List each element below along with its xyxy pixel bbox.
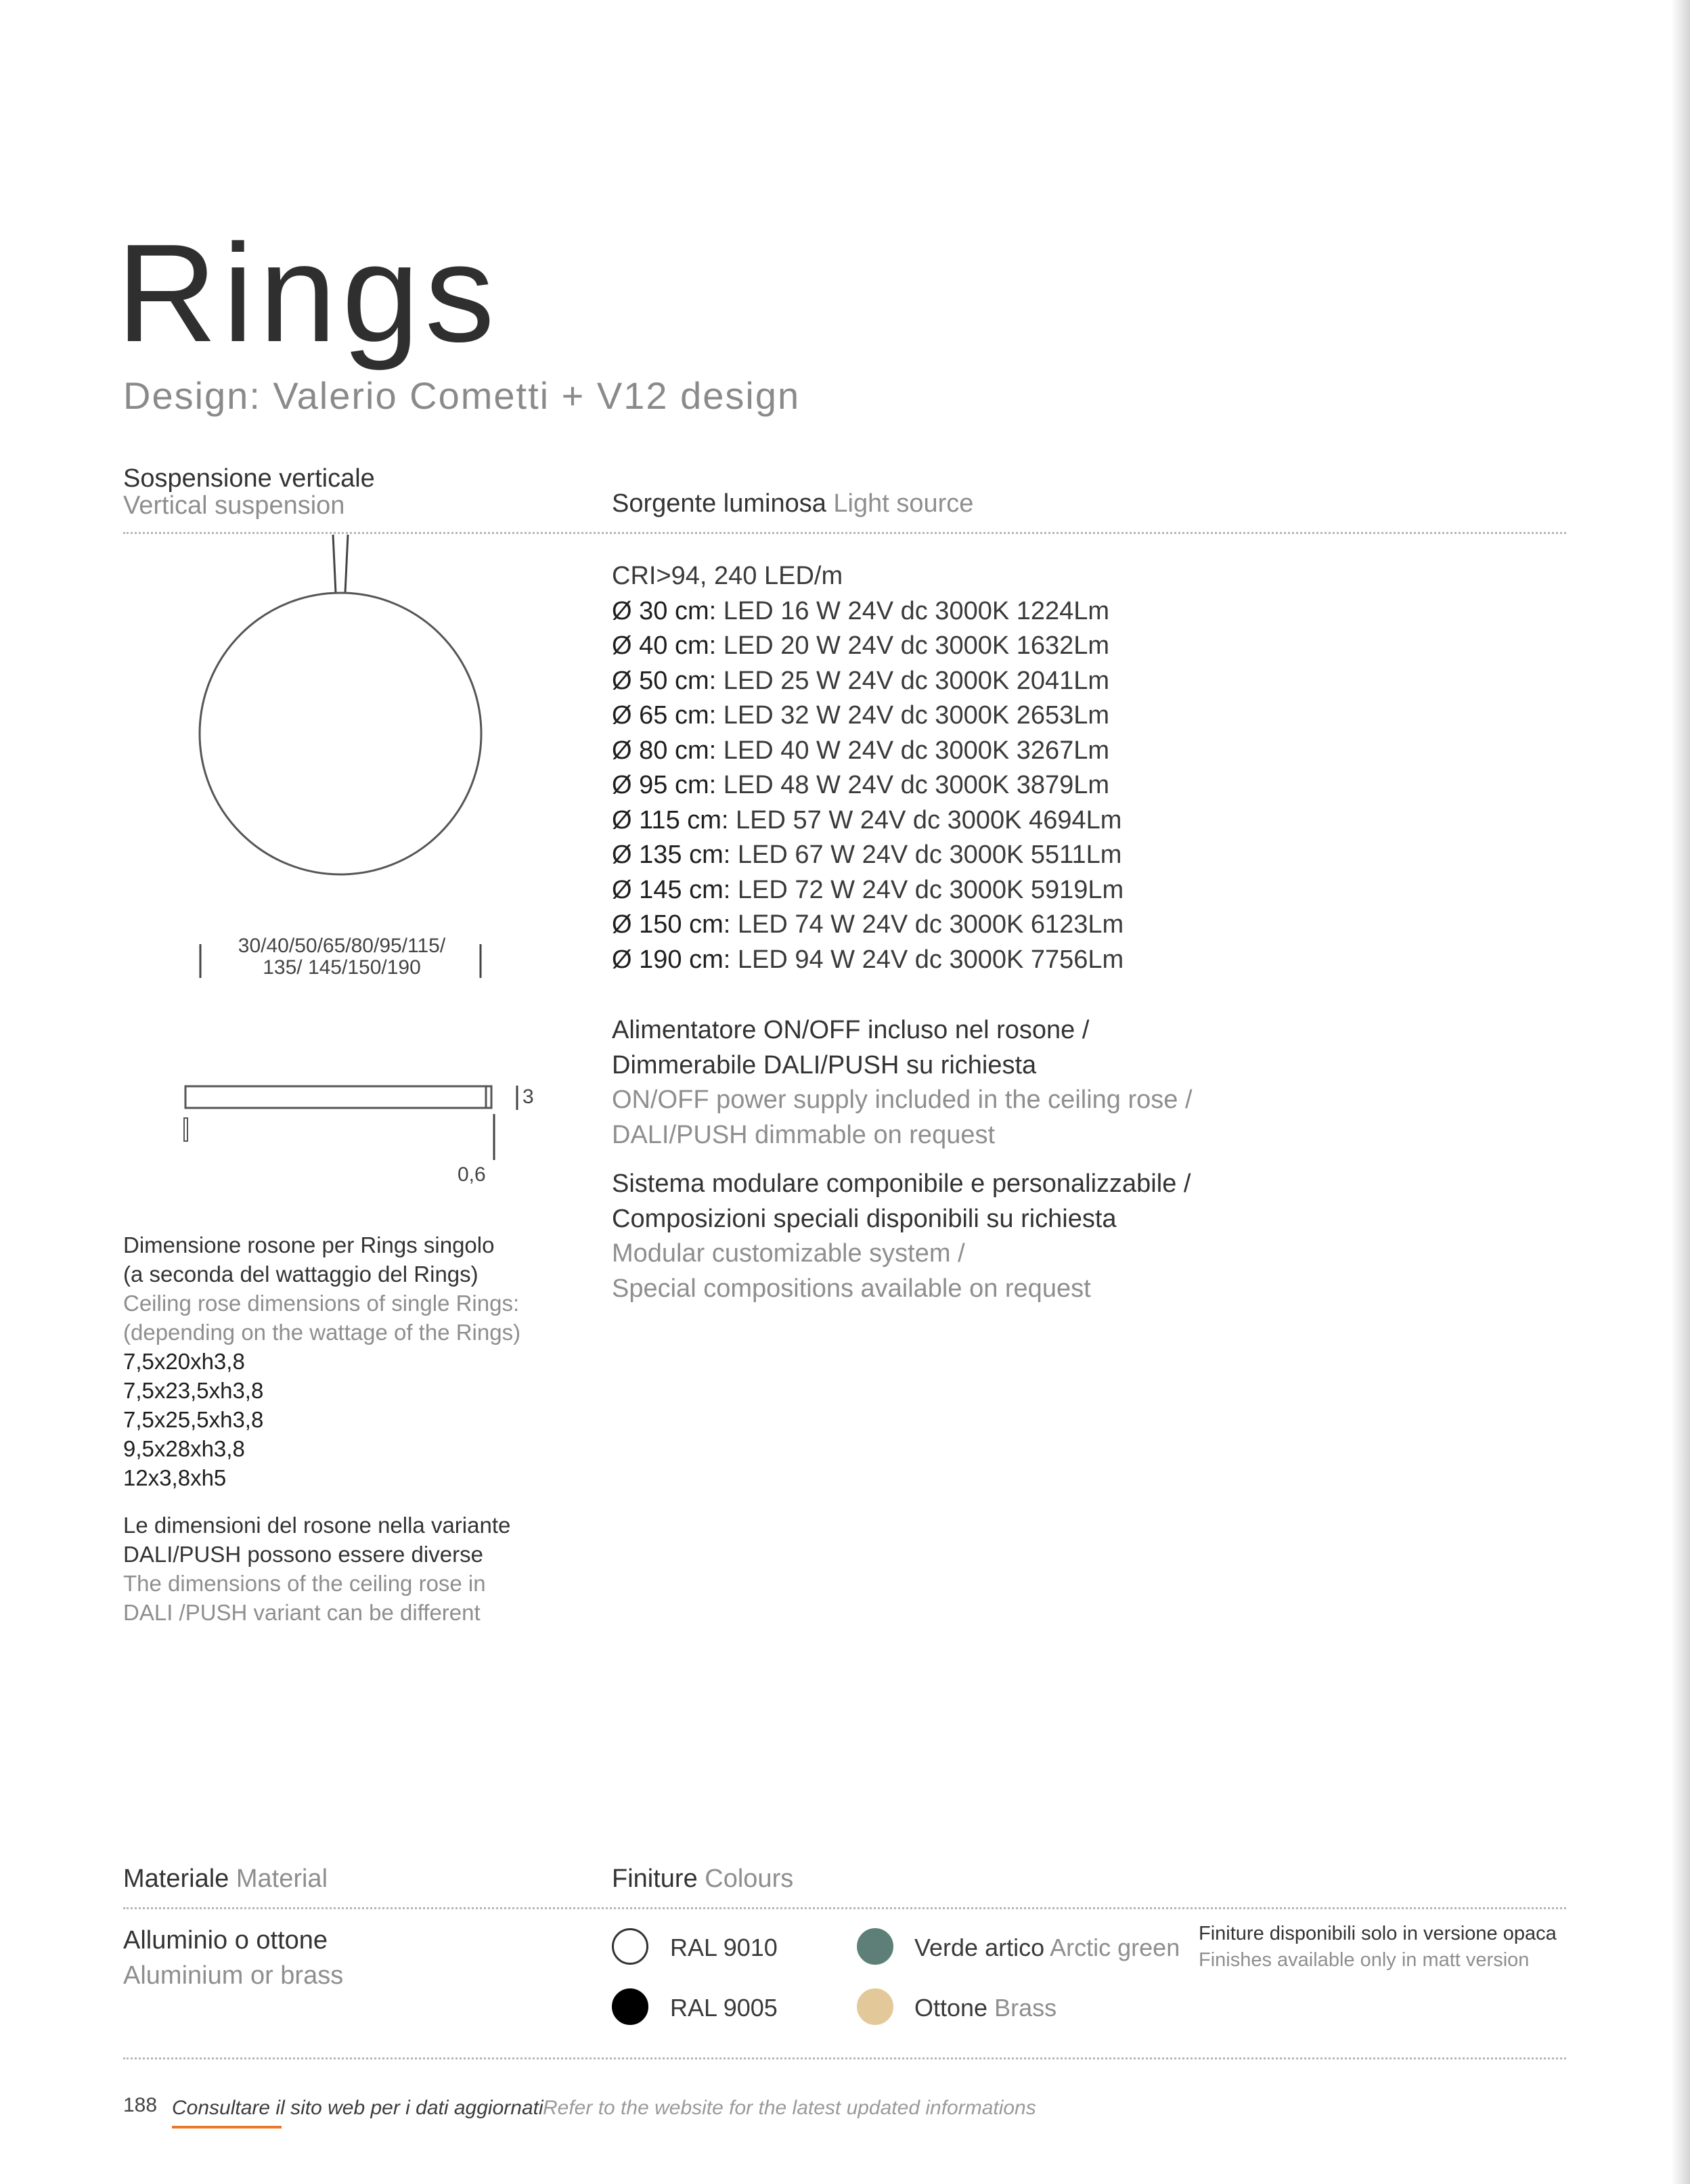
finishes-note bbox=[1199, 1921, 1557, 1974]
finish-label bbox=[670, 1994, 778, 2022]
rose-en-1: Ceiling rose dimensions of single Rings: bbox=[123, 1291, 520, 1316]
rose-it-2: (a seconda del wattaggio del Rings) bbox=[123, 1262, 479, 1287]
finish-label-it: Verde artico bbox=[914, 1934, 1045, 1961]
spec-size: Ø 65 cm: bbox=[612, 701, 717, 730]
modular-system-block bbox=[612, 1167, 1191, 1306]
spec-row bbox=[612, 838, 1124, 873]
cri-line: CRI>94, 240 LED/m bbox=[612, 562, 843, 590]
finish-label bbox=[914, 1994, 1057, 2022]
page-edge-shadow bbox=[1671, 0, 1690, 2184]
finish-label-it: RAL 9010 bbox=[670, 1934, 778, 1961]
rose-it-1: Dimensione rosone per Rings singolo bbox=[123, 1232, 495, 1257]
rose-note-it-1: Le dimensioni del rosone nella variante bbox=[123, 1513, 511, 1538]
power-supply-block bbox=[612, 1013, 1193, 1153]
divider-materials bbox=[123, 1907, 1566, 1909]
footer-note-en: Refer to the website for the latest updated informations bbox=[543, 2097, 1036, 2119]
modular-it-1: Sistema modulare componibile e personalizzabile / bbox=[612, 1169, 1191, 1198]
finish-label-it: RAL 9005 bbox=[670, 1994, 778, 2022]
rose-en-2: (depending on the wattage of the Rings) bbox=[123, 1320, 521, 1345]
spec-size: Ø 95 cm: bbox=[612, 771, 717, 799]
spec-value: LED 20 W 24V dc 3000K 1632Lm bbox=[723, 631, 1110, 660]
divider-bottom bbox=[123, 2057, 1566, 2059]
ring-technical-drawing bbox=[122, 528, 569, 1178]
modular-en-2: Special compositions available on request bbox=[612, 1274, 1091, 1303]
modular-it-2: Composizioni speciali disponibili su richiesta bbox=[612, 1204, 1117, 1233]
spec-value: LED 72 W 24V dc 3000K 5919Lm bbox=[737, 875, 1124, 904]
finish-swatch-icon bbox=[857, 1928, 893, 1965]
spec-value: LED 16 W 24V dc 3000K 1224Lm bbox=[723, 596, 1110, 625]
rose-note-it-2: DALI/PUSH possono essere diverse bbox=[123, 1542, 483, 1567]
finish-label bbox=[670, 1934, 778, 1962]
rose-size-item: 7,5x23,5xh3,8 bbox=[123, 1378, 264, 1403]
spec-row bbox=[612, 698, 1124, 734]
spec-size: Ø 135 cm: bbox=[612, 841, 731, 869]
light-source-title bbox=[612, 490, 973, 517]
suspension-cable-icon bbox=[333, 535, 348, 593]
light-source-specs bbox=[612, 559, 1124, 977]
spec-value: LED 57 W 24V dc 3000K 4694Lm bbox=[736, 805, 1122, 834]
spec-row bbox=[612, 629, 1124, 664]
finishes-title-it: Finiture bbox=[612, 1865, 698, 1893]
finish-label-it: Ottone bbox=[914, 1994, 988, 2022]
rose-size-item: 12x3,8xh5 bbox=[123, 1465, 227, 1490]
spec-row bbox=[612, 908, 1124, 943]
spec-row bbox=[612, 803, 1124, 839]
spec-size: Ø 145 cm: bbox=[612, 875, 731, 904]
ceiling-rose-block bbox=[123, 1230, 520, 1492]
light-source-title-en: Light source bbox=[833, 489, 974, 518]
finish-swatch-icon bbox=[612, 1988, 648, 2025]
spec-value: LED 74 W 24V dc 3000K 6123Lm bbox=[737, 910, 1124, 939]
diameter-list-line1: 30/40/50/65/80/95/115/ bbox=[238, 935, 446, 957]
finishes-title bbox=[612, 1865, 793, 1892]
spec-row bbox=[612, 664, 1124, 699]
rose-size-item: 7,5x20xh3,8 bbox=[123, 1349, 245, 1374]
height-dimension-label: 3 bbox=[522, 1086, 534, 1108]
spec-size: Ø 40 cm: bbox=[612, 631, 717, 660]
vertical-suspension-title: Sospensione verticale bbox=[123, 464, 375, 493]
finish-label bbox=[914, 1934, 1180, 1962]
power-en-1: ON/OFF power supply included in the ceiling rose / bbox=[612, 1086, 1193, 1114]
light-source-title-it: Sorgente luminosa bbox=[612, 489, 826, 518]
spec-size: Ø 115 cm: bbox=[612, 805, 729, 834]
material-title-en: Material bbox=[236, 1865, 328, 1893]
finishes-title-en: Colours bbox=[705, 1865, 794, 1893]
spec-size: Ø 190 cm: bbox=[612, 945, 731, 974]
ring-circle-icon bbox=[200, 593, 481, 874]
spec-size: Ø 30 cm: bbox=[612, 596, 717, 625]
rose-size-item: 7,5x25,5xh3,8 bbox=[123, 1407, 264, 1432]
spec-row bbox=[612, 594, 1124, 629]
spec-row bbox=[612, 873, 1124, 908]
power-it-1: Alimentatore ON/OFF incluso nel rosone / bbox=[612, 1016, 1090, 1044]
spec-value: LED 32 W 24V dc 3000K 2653Lm bbox=[723, 701, 1110, 730]
spec-row bbox=[612, 943, 1124, 978]
material-value-it: Alluminio o ottone bbox=[123, 1926, 328, 1955]
vertical-suspension-title-en: Vertical suspension bbox=[123, 491, 345, 520]
material-title bbox=[123, 1865, 328, 1892]
spec-rows bbox=[612, 594, 1124, 978]
width-dimension-label: 0,6 bbox=[458, 1163, 486, 1186]
finish-swatch-icon bbox=[857, 1988, 893, 2025]
spec-value: LED 25 W 24V dc 3000K 2041Lm bbox=[723, 666, 1110, 695]
spec-value: LED 94 W 24V dc 3000K 7756Lm bbox=[737, 945, 1124, 974]
ring-profile-icon bbox=[184, 1086, 517, 1160]
spec-value: LED 40 W 24V dc 3000K 3267Lm bbox=[723, 736, 1110, 765]
page-number: 188 bbox=[123, 2094, 158, 2116]
power-en-2: DALI/PUSH dimmable on request bbox=[612, 1120, 996, 1149]
rose-size-list bbox=[123, 1347, 520, 1492]
spec-value: LED 67 W 24V dc 3000K 5511Lm bbox=[737, 841, 1122, 869]
material-value-en: Aluminium or brass bbox=[123, 1961, 344, 1990]
finish-label-en: Brass bbox=[994, 1994, 1057, 2022]
footer-note-it: Consultare il sito web per i dati aggiornati bbox=[172, 2097, 543, 2119]
diameter-list-line2: 135/ 145/150/190 bbox=[263, 956, 421, 979]
footer-accent-bar bbox=[172, 2126, 282, 2129]
finish-swatch-icon bbox=[612, 1928, 648, 1965]
spec-size: Ø 80 cm: bbox=[612, 736, 717, 765]
designer-subtitle: Design: Valerio Cometti + V12 design bbox=[123, 374, 801, 417]
rose-note-en-1: The dimensions of the ceiling rose in bbox=[123, 1571, 486, 1596]
page-title: Rings bbox=[116, 215, 500, 371]
modular-en-1: Modular customizable system / bbox=[612, 1239, 965, 1268]
material-value bbox=[123, 1923, 343, 1993]
finishes-note-it: Finiture disponibili solo in versione opaca bbox=[1199, 1923, 1557, 1944]
spec-size: Ø 50 cm: bbox=[612, 666, 717, 695]
finishes-note-en: Finishes available only in matt version bbox=[1199, 1949, 1530, 1971]
diameter-dimension-label bbox=[217, 935, 467, 979]
rose-note-block bbox=[123, 1511, 510, 1627]
rose-note-en-2: DALI /PUSH variant can be different bbox=[123, 1600, 481, 1625]
power-it-2: Dimmerabile DALI/PUSH su richiesta bbox=[612, 1050, 1037, 1079]
finish-label-en: Arctic green bbox=[1050, 1934, 1180, 1961]
spec-value: LED 48 W 24V dc 3000K 3879Lm bbox=[723, 771, 1110, 799]
spec-row bbox=[612, 768, 1124, 803]
spec-size: Ø 150 cm: bbox=[612, 910, 731, 939]
spec-row bbox=[612, 734, 1124, 769]
material-title-it: Materiale bbox=[123, 1865, 229, 1893]
rose-size-item: 9,5x28xh3,8 bbox=[123, 1436, 245, 1461]
